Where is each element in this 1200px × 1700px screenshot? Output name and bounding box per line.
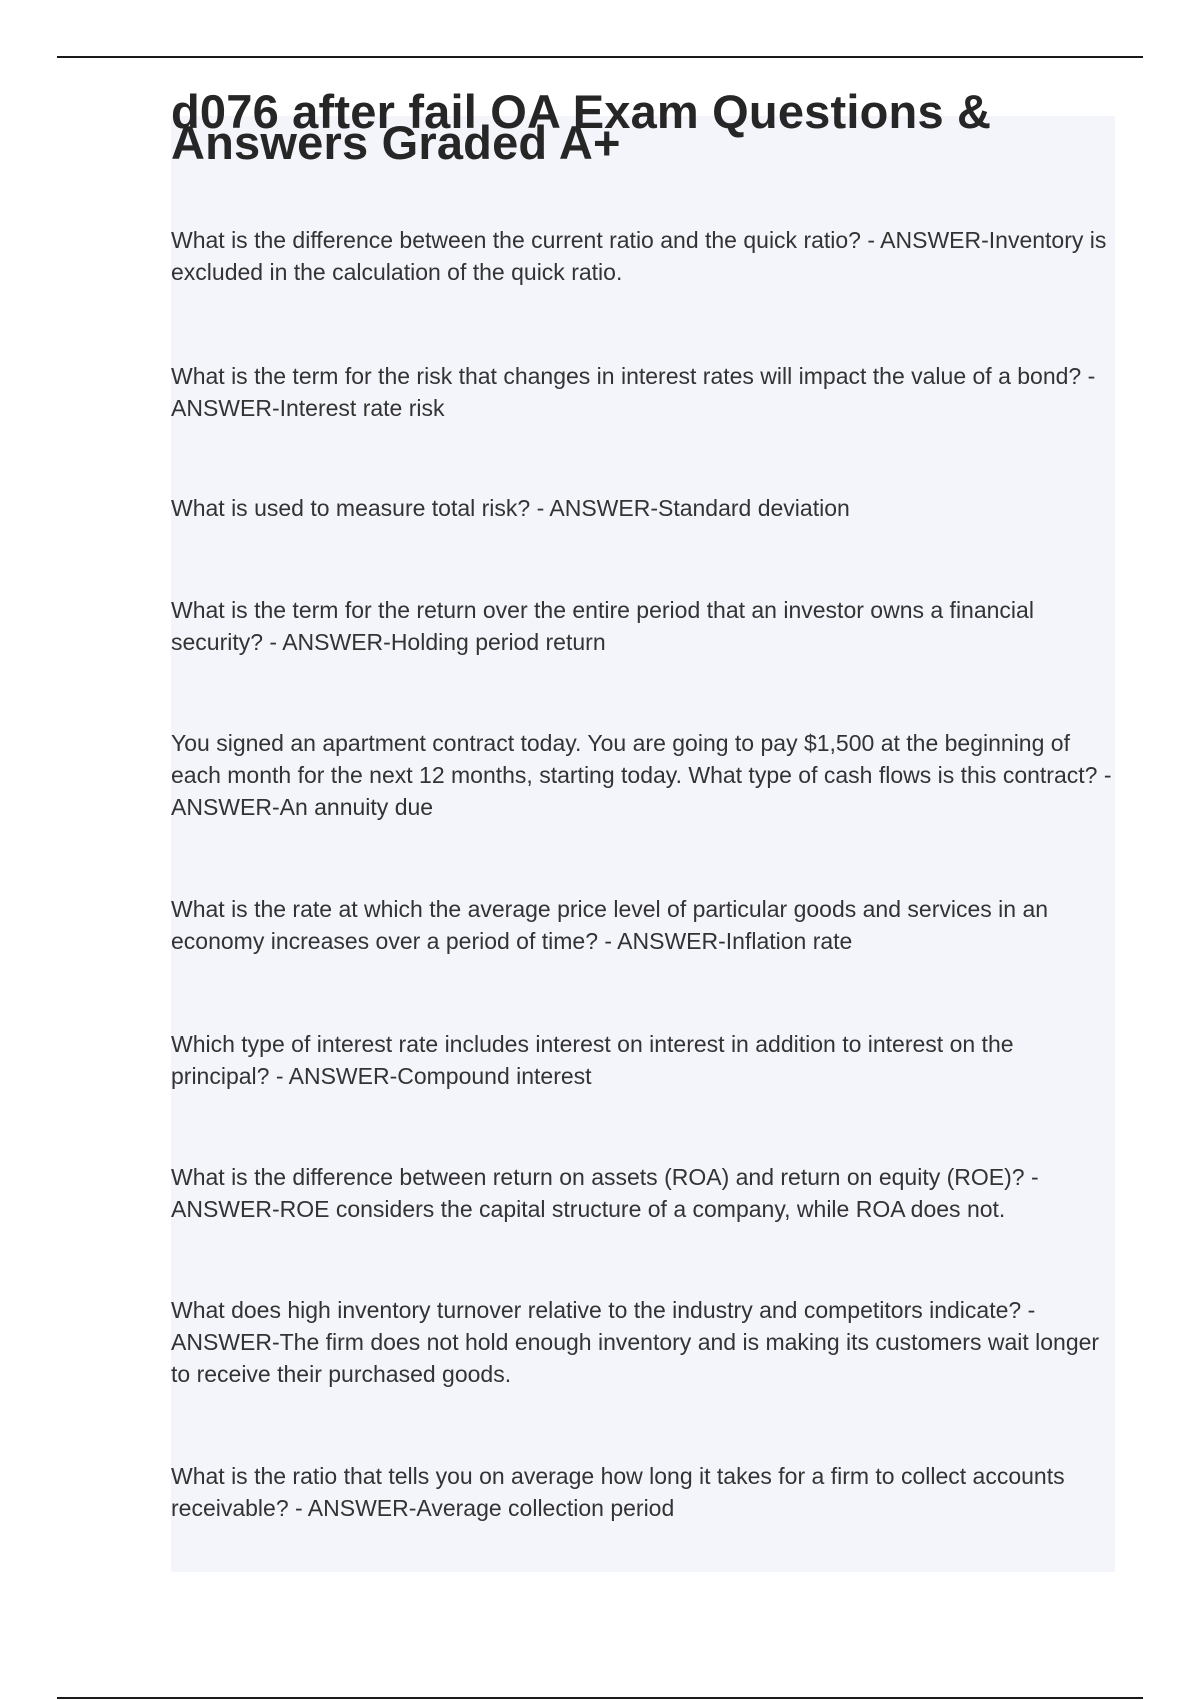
qa-item-8: What is the difference between return on assets (ROA) and return on equity (ROE)? - ANSWER-ROE considers the capital structure of a company, while ROA does not. [171, 1164, 1039, 1222]
document-title: d076 after fail OA Exam Questions & Answers Graded A+ [171, 85, 992, 169]
qa-item-4: What is the term for the return over the entire period that an investor owns a financial security? - ANSWER-Holding period return [171, 597, 1034, 655]
qa-item-3: What is used to measure total risk? - ANSWER-Standard deviation [171, 495, 850, 521]
qa-item-5: You signed an apartment contract today. You are going to pay $1,500 at the beginning of each month for the next 12 months, starting today. What type of cash flows is this contract? - ANSWER-An annuity due [171, 730, 1112, 820]
bottom-rule [57, 1697, 1143, 1699]
qa-item-7: Which type of interest rate includes interest on interest in addition to interest on the principal? - ANSWER-Compound interest [171, 1031, 1014, 1089]
qa-item-6: What is the rate at which the average price level of particular goods and services in an economy increases over a period of time? - ANSWER-Inflation rate [171, 896, 1049, 954]
top-rule [57, 56, 1143, 58]
qa-item-9: What does high inventory turnover relative to the industry and competitors indicate? - ANSWER-The firm does not hold enough inventory and is making its customers wait longer to receive their purchased goods. [171, 1297, 1100, 1387]
qa-item-10: What is the ratio that tells you on average how long it takes for a firm to collect accounts receivable? - ANSWER-Average collection period [171, 1463, 1065, 1521]
qa-item-1: What is the difference between the current ratio and the quick ratio? - ANSWER-Inventory is excluded in the calculation of the quick ratio. [171, 227, 1107, 285]
qa-item-2: What is the term for the risk that changes in interest rates will impact the value of a bond? - ANSWER-Interest rate risk [171, 363, 1096, 421]
